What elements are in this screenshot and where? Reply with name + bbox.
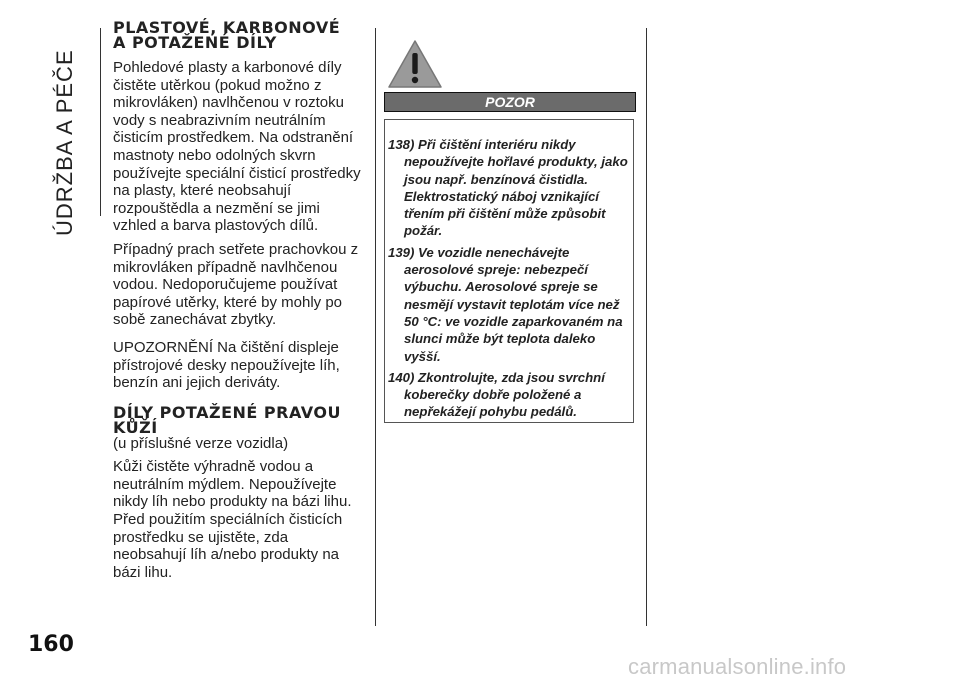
- column-divider-middle: [375, 28, 376, 626]
- heading-line: PLASTOVÉ, KARBONOVÉ: [113, 18, 341, 37]
- body-paragraph: Pohledové plasty a karbonové díly čistěte utěrkou (pokud možno z mikrovláken) navlhčenou v roztoku vody s neabrazivním neutrálním čisticím prostředkem. Na odstranění mastnoty nebo odolných skvrn používejte speciální čisticí prostředky na plasty, které neobsahují rozpouštědla a nezmění se jimi vzhled a barva plastových dílů.: [113, 59, 361, 235]
- warning-item: 140) Zkontrolujte, zda jsou svrchní koberečky dobře položené a nepřekážejí pohybu pedálů.: [388, 369, 605, 420]
- chapter-title: [52, 36, 96, 236]
- warning-item: 139) Ve vozidle nenechávejte aerosolové spreje: nebezpečí výbuchu. Aerosolové spreje se nesmějí vystavit teplotám více než 50 °C: ve vozidle zaparkovaném na slunci může být teplota daleko vyšší.: [388, 244, 623, 364]
- section-heading-plastic: [113, 20, 365, 50]
- section-heading-leather: [113, 402, 365, 437]
- notice-paragraph: UPOZORNĚNÍ Na čištění displeje přístrojové desky nepoužívejte líh, benzín ani jejich deriváty.: [113, 338, 340, 392]
- heading-line: KŮŽÍ: [113, 417, 158, 437]
- page-number: 160: [28, 632, 74, 657]
- main-column: [113, 20, 365, 581]
- body-paragraph: Kůži čistěte výhradně vodou a neutrálním mýdlem. Nepoužívejte nikdy líh nebo produkty na bázi lihu. Před použitím speciálních čisticích prostředku se ujistěte, zda neobsahují líh a/nebo produkty na bázi lihu.: [113, 458, 352, 581]
- heading-line: DÍLY POTAŽENÉ PRAVOU: [113, 402, 341, 422]
- warning-list: [388, 136, 634, 425]
- body-paragraph: Případný prach setřete prachovkou z mikrovláken případně navlhčenou vodou. Nedoporučujeme používat papírové utěrky, které by mohly po sobě zanechávat zbytky.: [113, 240, 359, 329]
- warning-item: 138) Při čištění interiéru nikdy nepoužívejte hořlavé produkty, jako jsou např. benzínová čistidla. Elektrostatický náboj vznikající třením při čištění může způsobit požár.: [388, 137, 628, 239]
- column-divider-right: [646, 28, 647, 626]
- heading-line: A POTAŽENÉ DÍLY: [113, 33, 277, 52]
- section-subtitle: (u příslušné verze vozidla): [113, 434, 289, 452]
- chapter-title-text: ÚDRŽBA A PÉČE: [52, 49, 77, 236]
- watermark: carmanualsonline.info: [628, 654, 847, 679]
- warning-triangle-icon: [386, 38, 444, 90]
- column-divider-left: [100, 28, 101, 216]
- warning-title-bar: POZOR: [384, 92, 636, 112]
